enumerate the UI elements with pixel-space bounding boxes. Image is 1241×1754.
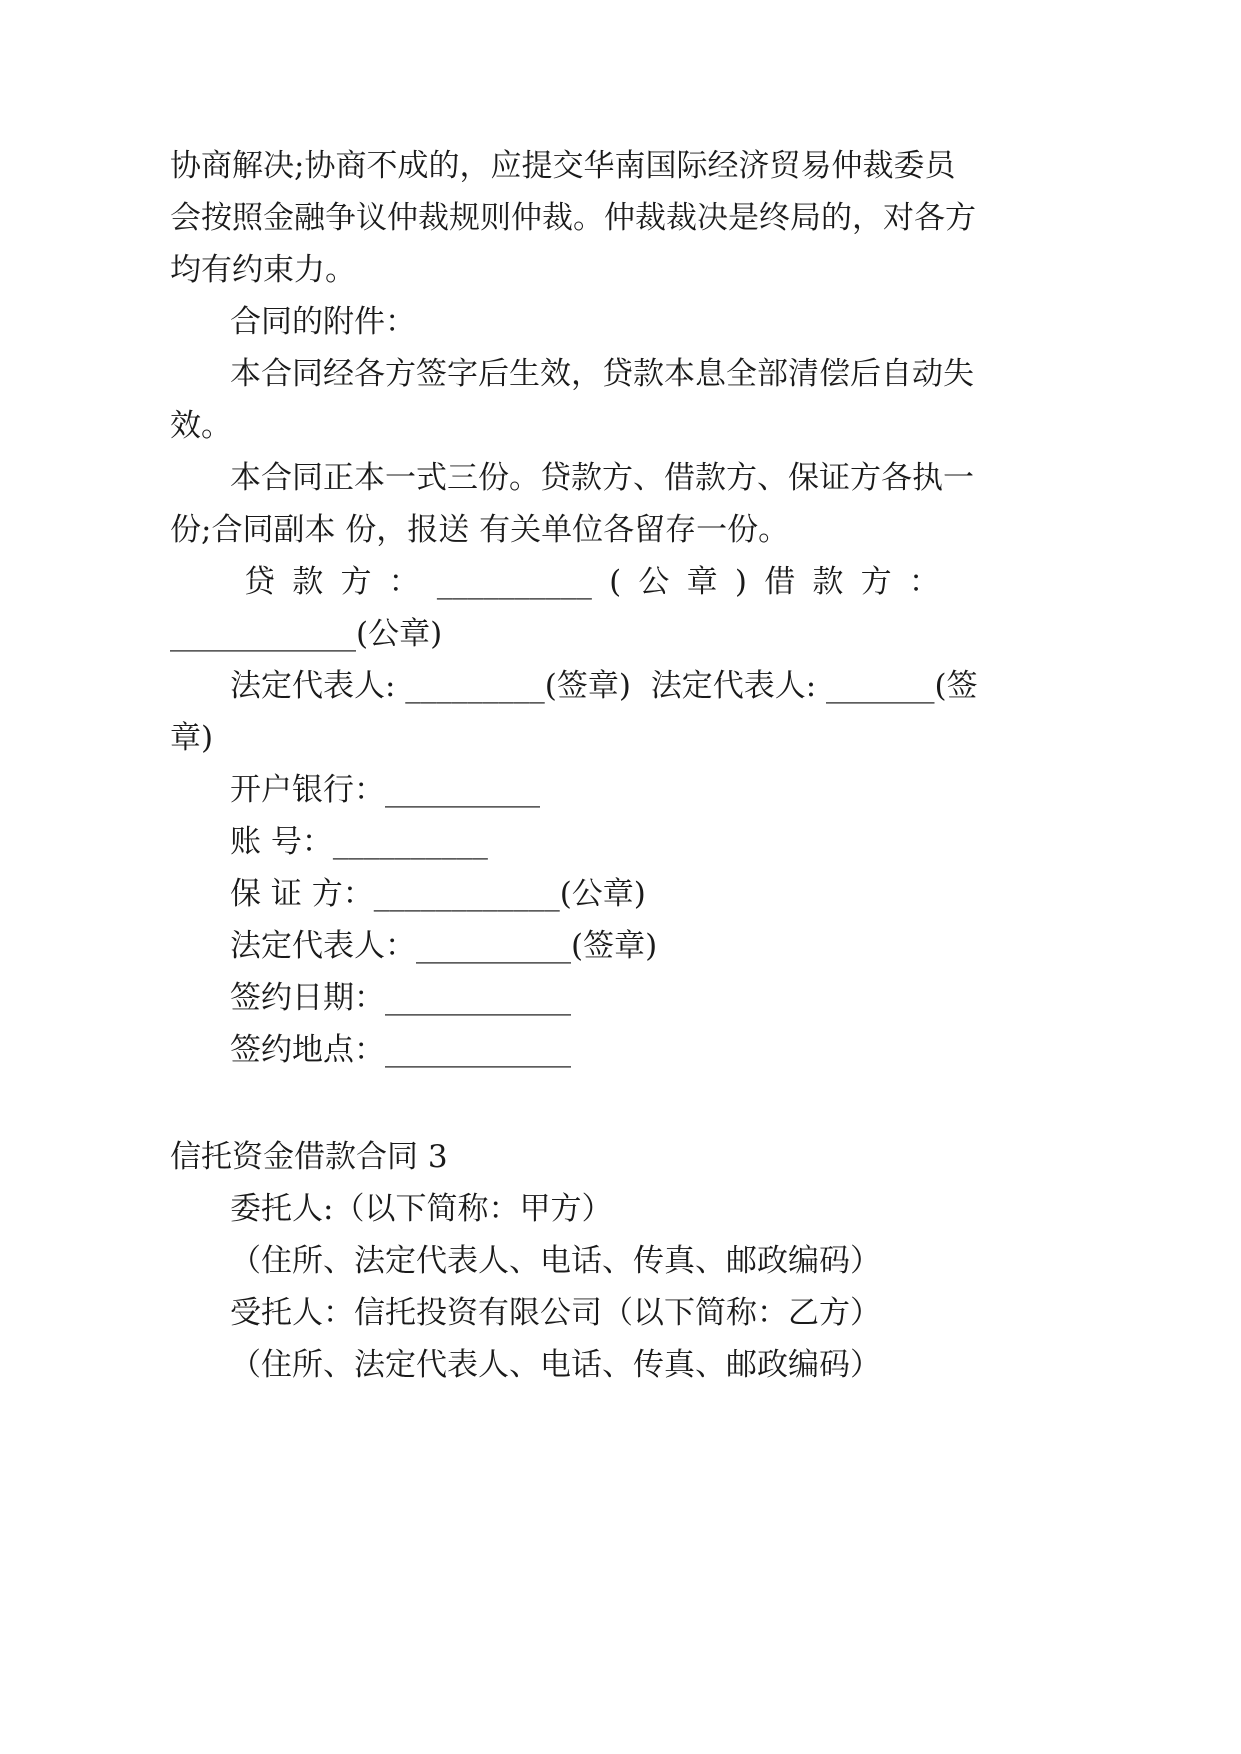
row-char: 借 bbox=[764, 564, 796, 600]
section-title: 信托资金借款合同 3 bbox=[170, 1139, 448, 1175]
paragraph-line: 会按照金融争议仲裁规则仲裁。仲裁裁决是终局的，对各方 bbox=[170, 200, 976, 236]
guarantor-rep-field: 法定代表人：__________(签章) bbox=[230, 928, 658, 964]
legal-rep-cont: 章) bbox=[170, 720, 214, 756]
entrustor-line: 委托人:（以下简称：甲方） bbox=[230, 1191, 613, 1227]
sign-place-field: 签约地点：____________ bbox=[230, 1032, 571, 1068]
row-char: 贷 bbox=[244, 564, 275, 600]
row-char: ) bbox=[734, 564, 747, 600]
row-char: 方 bbox=[340, 564, 372, 600]
bank-field: 开户银行：__________ bbox=[230, 772, 540, 808]
trustee-line: 受托人：信托投资有限公司（以下简称：乙方） bbox=[230, 1295, 881, 1331]
row-char: ： bbox=[908, 564, 940, 600]
attachments-label: 合同的附件： bbox=[230, 304, 416, 340]
copies-clause-line: 份;合同副本 份，报送 有关单位各留存一份。 bbox=[170, 512, 790, 548]
sign-date-field: 签约日期：____________ bbox=[230, 980, 571, 1016]
row-char: 公 bbox=[638, 564, 670, 600]
paragraph-line: 协商解决;协商不成的，应提交华南国际经济贸易仲裁委员 bbox=[170, 148, 956, 184]
copies-clause-line: 本合同正本一式三份。贷款方、借款方、保证方各执一 bbox=[230, 460, 974, 496]
effective-clause-line: 效。 bbox=[170, 408, 232, 444]
paragraph-line: 均有约束力。 bbox=[170, 252, 356, 288]
borrower-seal-line: ____________(公章) bbox=[170, 616, 443, 652]
guarantor-field: 保 证 方：____________(公章) bbox=[230, 876, 646, 912]
row-char: ： bbox=[388, 564, 420, 600]
legal-rep-row: 法定代表人: _________(签章) 法定代表人: _______(签 bbox=[230, 668, 978, 704]
row-char: ( bbox=[609, 564, 622, 600]
trustee-info-line: （住所、法定代表人、电话、传真、邮政编码） bbox=[230, 1347, 881, 1383]
lender-borrower-row bbox=[244, 562, 940, 602]
entrustor-info-line: （住所、法定代表人、电话、传真、邮政编码） bbox=[230, 1243, 881, 1279]
lender-blank: __________ bbox=[436, 564, 592, 600]
row-char: 款 bbox=[812, 564, 844, 600]
row-char: 章 bbox=[686, 564, 718, 600]
account-field: 账 号：__________ bbox=[230, 824, 488, 860]
row-char: 款 bbox=[292, 564, 324, 600]
row-char: 方 bbox=[860, 564, 892, 600]
effective-clause-line: 本合同经各方签字后生效，贷款本息全部清偿后自动失 bbox=[230, 356, 974, 392]
